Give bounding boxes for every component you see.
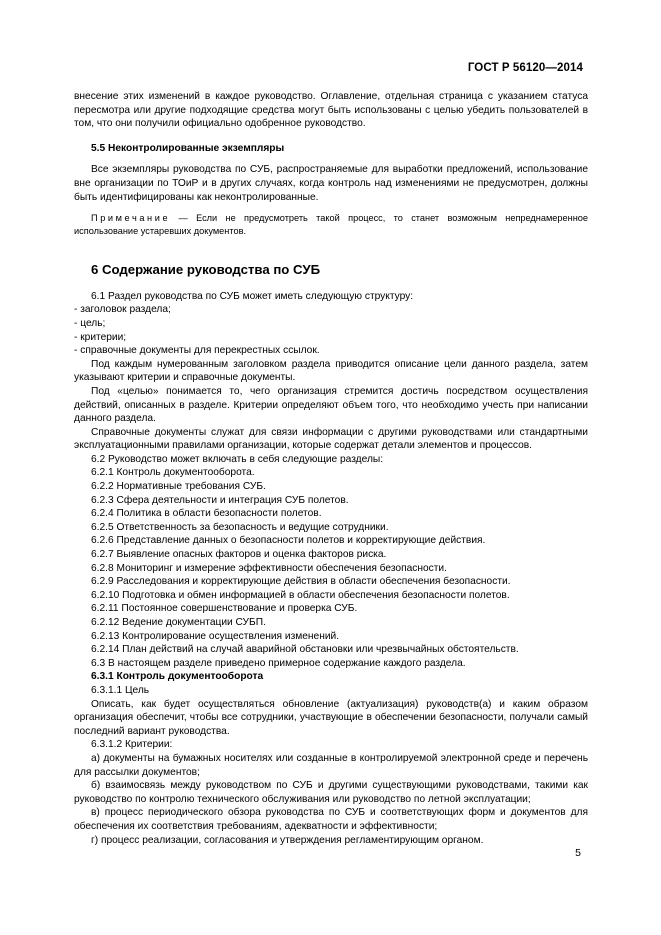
paragraph-under-heading: Под каждым нумерованным заголовком раздела приводится описание цели данного раздела, затем указывают критерии и справочные документы. <box>74 358 588 384</box>
section-list-item: 6.2.2 Нормативные требования СУБ. <box>91 481 266 493</box>
page-body <box>74 90 588 847</box>
list-item: - критерии; <box>74 331 127 343</box>
paragraph-goal: Под «целью» понимается то, чего организация стремится достичь посредством осуществления действий, описанных в разделе. Критерии определяют объем того, что необходимо учесть при написании данного раздела. <box>74 385 588 425</box>
section-list-item: 6.2.8 Мониторинг и измерение эффективности обеспечения безопасности. <box>91 562 447 574</box>
paragraph-5-5: Все экземпляры руководства по СУБ, распространяемые для выработки предложений, использование вне организации по ТОиР и в других случаях, когда контроль над изменениями не предусмотрен, должны быть идентифицированы как неконтролированные. <box>74 164 588 203</box>
note-label: Примечание <box>91 213 171 224</box>
heading-6-3-1: 6.3.1 Контроль документооборота <box>91 671 264 683</box>
paragraph-6-2: 6.2 Руководство может включать в себя следующие разделы: <box>91 453 384 465</box>
criterion-b: б) взаимосвязь между руководством по СУБ и другими существующими руководствами, такими как руководство по контролю технического обслуживания или руководство по летной эксплуатации; <box>74 780 588 805</box>
intro-continuation: внесение этих изменений в каждое руководство. Оглавление, отдельная страница с указанием статуса пересмотра или другие подходящие средства могут быть использованы с целью убедить пользователей в том, что они получили официально одобренное руководство. <box>74 91 588 130</box>
note-paragraph <box>74 212 588 238</box>
paragraph-6-3-1-1: 6.3.1.1 Цель <box>91 684 150 696</box>
paragraph-6-3: 6.3 В настоящем разделе приведено примерное содержание каждого раздела. <box>91 657 466 669</box>
section-list-item: 6.2.3 Сфера деятельности и интеграция СУБ полетов. <box>91 494 349 506</box>
criterion-g: г) процесс реализации, согласования и утверждения регламентирующим органом. <box>91 834 484 846</box>
section-list-item: 6.2.1 Контроль документооборота. <box>91 467 255 479</box>
section-list-item: 6.2.14 План действий на случай аварийной обстановки или чрезвычайных обстоятельств. <box>91 644 519 656</box>
paragraph-6-3-1-2: 6.3.1.2 Критерии: <box>91 739 173 751</box>
list-item: - заголовок раздела; <box>74 304 171 316</box>
section-list-item: 6.2.11 Постоянное совершенствование и проверка СУБ. <box>91 603 358 615</box>
heading-6: 6 Содержание руководства по СУБ <box>91 261 321 277</box>
heading-5-5: 5.5 Неконтролированные экземпляры <box>91 142 285 154</box>
standard-header: ГОСТ Р 56120—2014 <box>467 62 583 74</box>
criterion-v: в) процесс периодического обзора руководства по СУБ и соответствующих форм и документов для обеспечения их соответствия требованиям, адекватности и эффективности; <box>74 807 588 832</box>
list-item: - справочные документы для перекрестных ссылок. <box>74 345 320 357</box>
section-list-item: 6.2.10 Подготовка и обмен информацией в области обеспечения безопасности полетов. <box>91 589 510 601</box>
section-list-item: 6.2.4 Политика в области безопасности полетов. <box>91 508 322 520</box>
paragraph-reference-docs: Справочные документы служат для связи информации с другими руководствами или стандартными эксплуатационными правилами организации, которые содержат детали элементов и процессов. <box>74 426 588 452</box>
paragraph-describe: Описать, как будет осуществляться обновление (актуализация) руководств(а) и каким образом организация обеспечит, чтобы все сотрудники, участвующие в обеспечении безопасности, получали самый последний вариант руководства. <box>74 698 588 737</box>
page-number: 5 <box>575 847 581 859</box>
section-list-item: 6.2.7 Выявление опасных факторов и оценка факторов риска. <box>91 549 387 561</box>
section-list-item: 6.2.13 Контролирование осуществления изменений. <box>91 630 340 642</box>
section-list-item: 6.2.5 Ответственность за безопасность и ведущие сотрудники. <box>91 521 389 533</box>
section-list-item: 6.2.6 Представление данных о безопасности полетов и корректирующие действия. <box>91 535 486 547</box>
criterion-a: а) документы на бумажных носителях или созданные в контролируемой электронной среде и перечень для рассылки документов; <box>74 752 588 778</box>
paragraph-6-1: 6.1 Раздел руководства по СУБ может иметь следующую структуру: <box>91 290 414 302</box>
list-item: - цель; <box>74 317 106 329</box>
section-list-item: 6.2.12 Ведение документации СУБП. <box>91 617 266 628</box>
note-text: — Если не предусмотреть такой процесс, то станет возможным непреднамеренное использование устаревших документов. <box>74 213 588 236</box>
section-list-item: 6.2.9 Расследования и корректирующие действия в области обеспечения безопасности. <box>91 576 511 588</box>
